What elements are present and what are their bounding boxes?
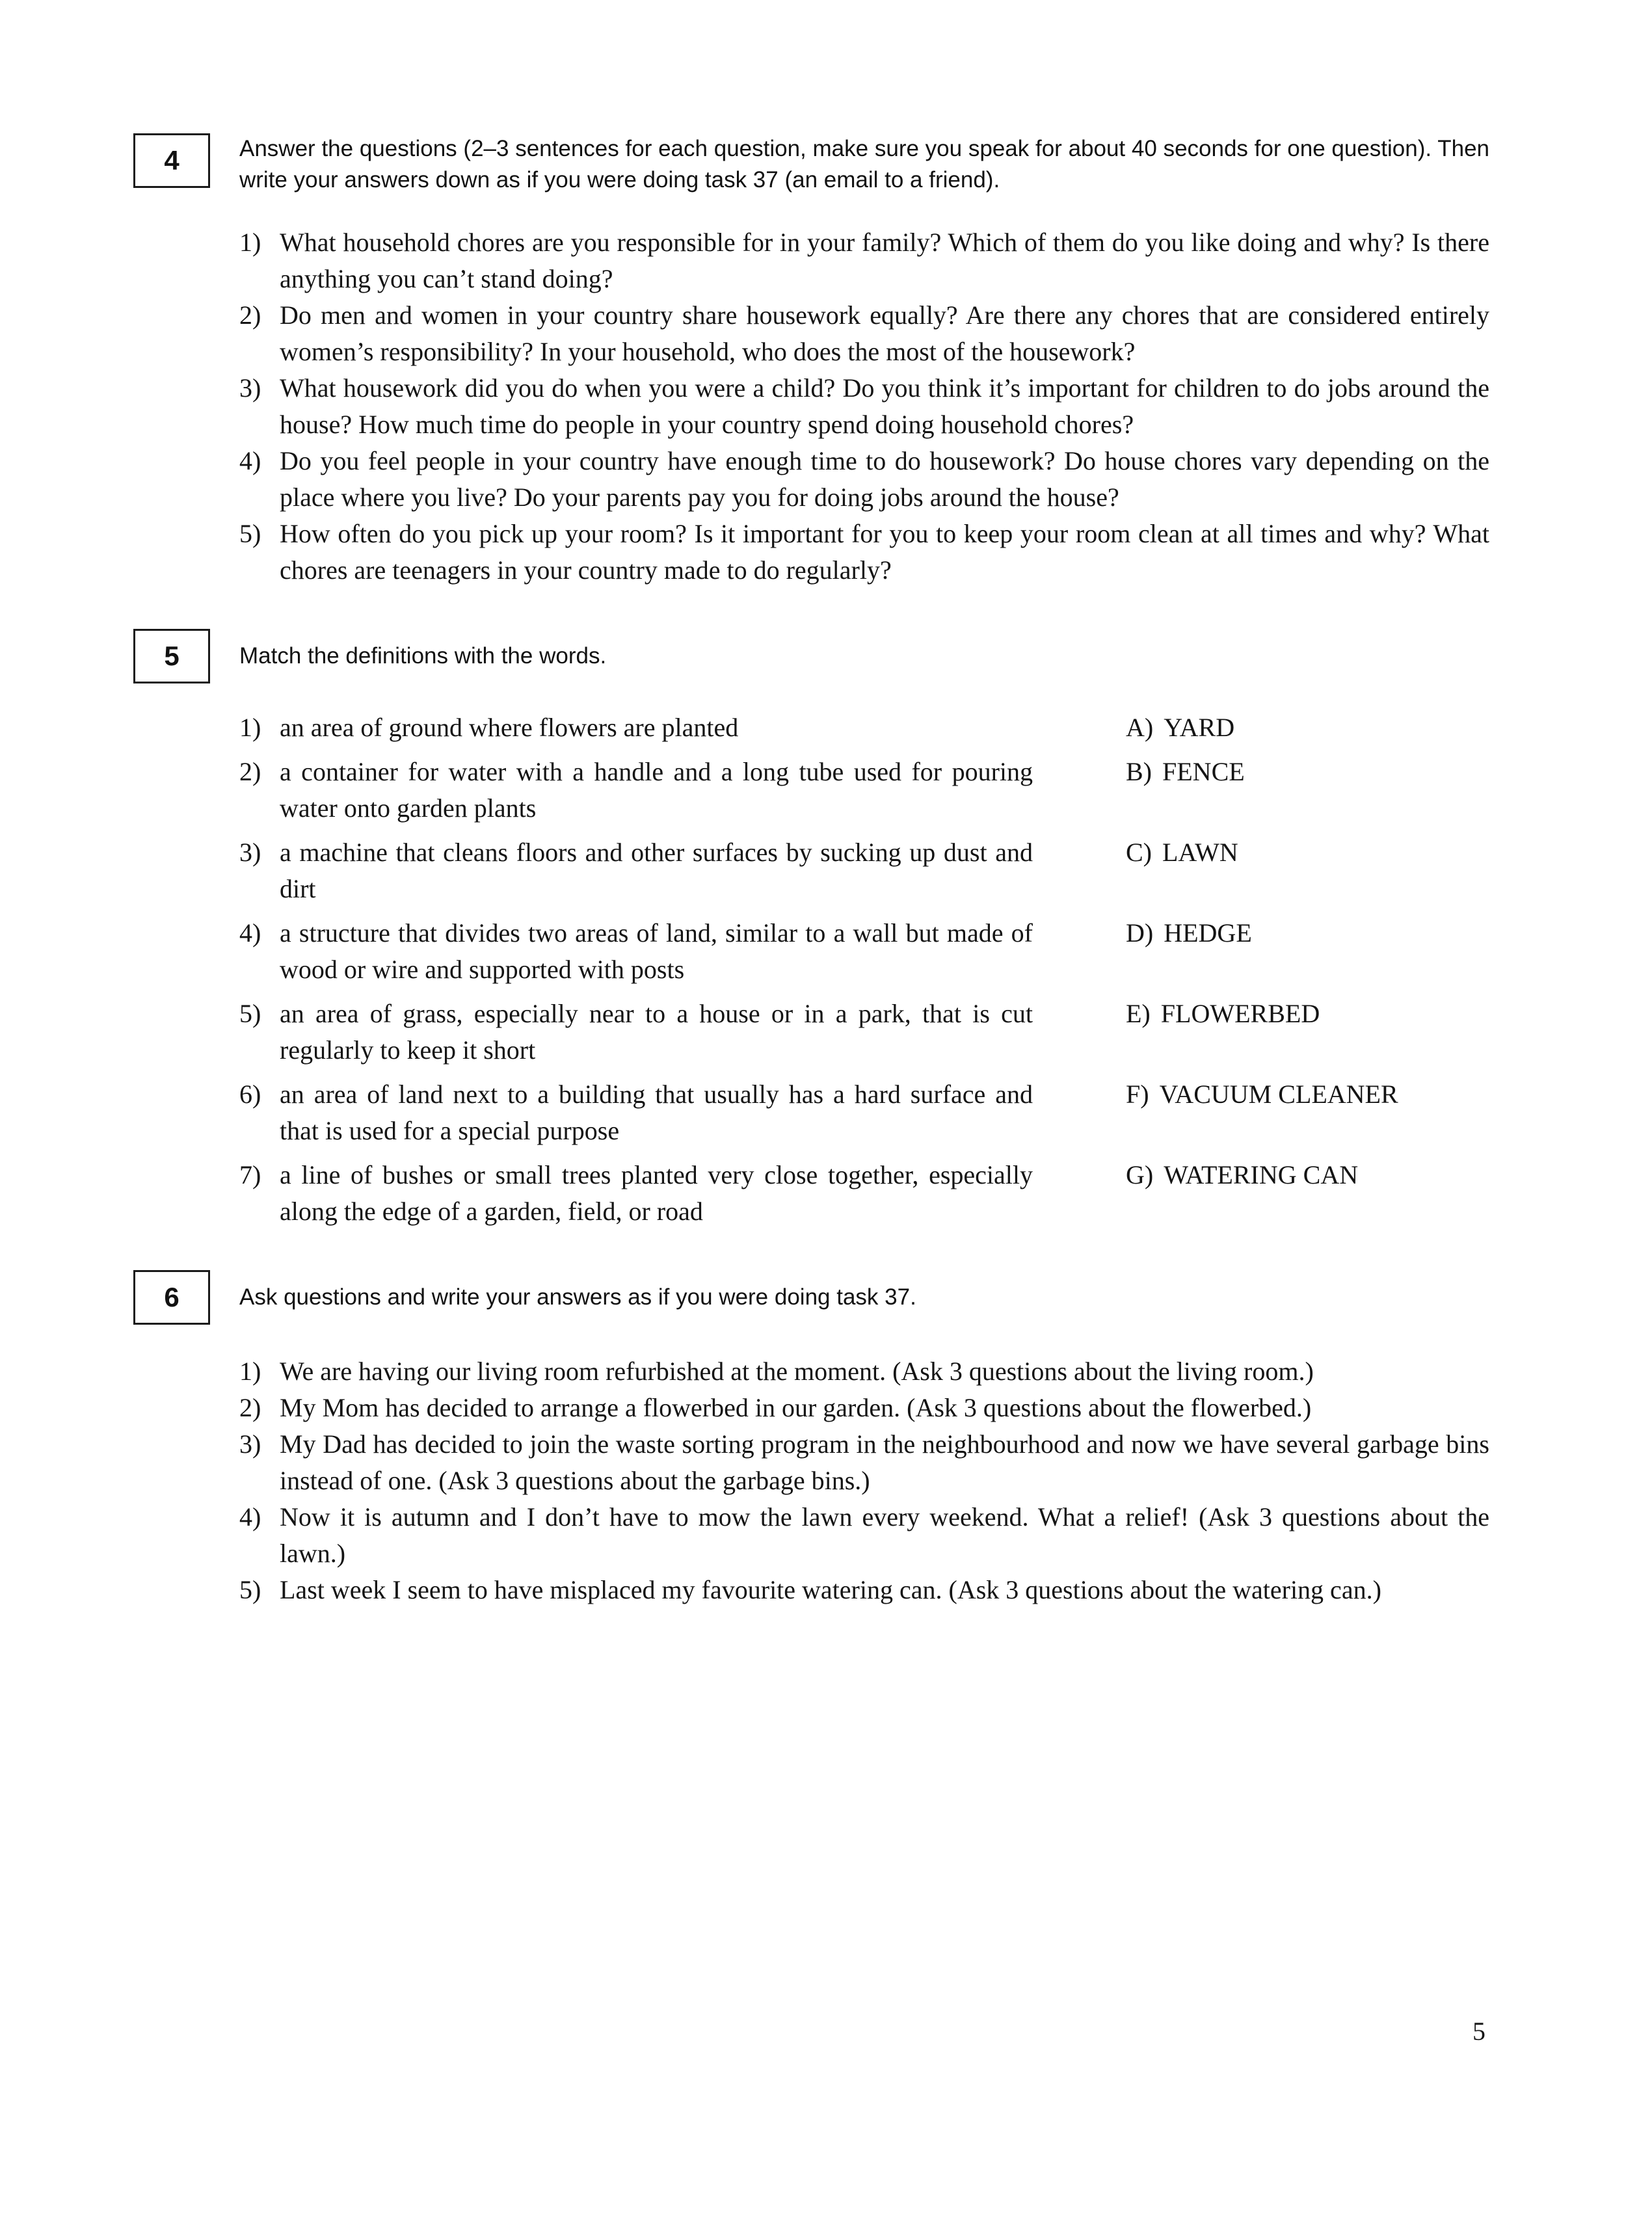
definition bbox=[239, 1076, 1033, 1149]
task-6-number: 6 bbox=[164, 1282, 180, 1312]
match-pair bbox=[239, 1076, 1489, 1149]
item-text: We are having our living room refurbished at the moment. (Ask 3 questions about the living room.) bbox=[280, 1357, 1314, 1386]
prompt-item bbox=[239, 1499, 1489, 1572]
item-number: 3) bbox=[239, 1429, 261, 1459]
definition-text: an area of grass, especially near to a house or in a park, that is cut regularly to keep it short bbox=[280, 999, 1033, 1065]
task-4-number-box bbox=[133, 133, 210, 188]
word-option bbox=[1126, 915, 1252, 951]
item-number: 7) bbox=[239, 1160, 261, 1189]
definition bbox=[239, 834, 1033, 907]
definition-text: an area of land next to a building that usually has a hard surface and that is used for a special purpose bbox=[280, 1080, 1033, 1145]
task-6-instruction: Ask questions and write your answers as if you were doing task 37. bbox=[239, 1284, 916, 1310]
match-pair bbox=[239, 996, 1489, 1068]
question-item bbox=[239, 516, 1489, 589]
option-letter: D) bbox=[1126, 918, 1154, 948]
item-text: What housework did you do when you were a child? Do you think it’s important for children to do jobs around the house? How much time do people in your country spend doing household chores? bbox=[280, 373, 1489, 439]
task-5-instruction: Match the definitions with the words. bbox=[239, 643, 607, 669]
option-letter: B) bbox=[1126, 757, 1152, 786]
option-word: WATERING CAN bbox=[1164, 1160, 1359, 1189]
question-item bbox=[239, 443, 1489, 516]
option-word: LAWN bbox=[1162, 838, 1238, 867]
task-4-questions bbox=[239, 224, 1489, 589]
definition bbox=[239, 710, 1033, 746]
task-5-header bbox=[133, 629, 1489, 683]
item-number: 1) bbox=[239, 1357, 261, 1386]
match-pair bbox=[239, 915, 1489, 988]
item-number: 4) bbox=[239, 918, 261, 948]
option-letter: A) bbox=[1126, 713, 1154, 742]
question-item bbox=[239, 370, 1489, 443]
prompt-item bbox=[239, 1572, 1489, 1608]
question-item bbox=[239, 224, 1489, 297]
option-letter: G) bbox=[1126, 1160, 1154, 1189]
task-6-number-box bbox=[133, 1270, 210, 1325]
word-option bbox=[1126, 754, 1245, 790]
definition-text: a line of bushes or small trees planted very close together, especially along the edge of a garden, field, or road bbox=[280, 1160, 1033, 1226]
prompt-item bbox=[239, 1353, 1489, 1390]
item-text: My Dad has decided to join the waste sorting program in the neighbourhood and now we have several garbage bins instead of one. (Ask 3 questions about the garbage bins.) bbox=[280, 1429, 1489, 1495]
item-number: 1) bbox=[239, 228, 261, 257]
match-pair bbox=[239, 1157, 1489, 1230]
option-letter: E) bbox=[1126, 999, 1151, 1028]
prompt-item bbox=[239, 1390, 1489, 1426]
word-option bbox=[1126, 996, 1320, 1032]
item-text: Do you feel people in your country have enough time to do housework? Do house chores vary depending on the place where you live? Do your parents pay you for doing jobs around the house? bbox=[280, 446, 1489, 512]
item-number: 2) bbox=[239, 300, 261, 330]
item-number: 4) bbox=[239, 446, 261, 475]
task-6-header bbox=[133, 1270, 1489, 1325]
definition bbox=[239, 754, 1033, 827]
task-5-number-box bbox=[133, 629, 210, 683]
item-text: Now it is autumn and I don’t have to mow the lawn every weekend. What a relief! (Ask 3 questions about the lawn.) bbox=[280, 1502, 1489, 1568]
match-pair bbox=[239, 754, 1489, 827]
item-number: 2) bbox=[239, 757, 261, 786]
word-option bbox=[1126, 1076, 1398, 1113]
item-text: What household chores are you responsible for in your family? Which of them do you like doing and why? Is there anything you can’t stand doing? bbox=[280, 228, 1489, 293]
prompt-item bbox=[239, 1426, 1489, 1499]
option-letter: C) bbox=[1126, 838, 1152, 867]
word-option bbox=[1126, 834, 1238, 871]
definition bbox=[239, 915, 1033, 988]
option-word: YARD bbox=[1164, 713, 1235, 742]
task-4-section bbox=[133, 133, 1489, 589]
definition bbox=[239, 996, 1033, 1068]
item-number: 5) bbox=[239, 999, 261, 1028]
task-6-section bbox=[133, 1270, 1489, 1608]
question-item bbox=[239, 297, 1489, 370]
item-text: My Mom has decided to arrange a flowerbed in our garden. (Ask 3 questions about the flowerbed.) bbox=[280, 1393, 1312, 1422]
item-text: How often do you pick up your room? Is it important for you to keep your room clean at all times and why? What chores are teenagers in your country made to do regularly? bbox=[280, 519, 1489, 585]
task-5-number: 5 bbox=[164, 641, 180, 671]
item-number: 4) bbox=[239, 1502, 261, 1532]
task-5-matching-list bbox=[239, 710, 1489, 1230]
option-word: VACUUM CLEANER bbox=[1159, 1080, 1398, 1109]
task-4-header bbox=[133, 133, 1489, 196]
word-option bbox=[1126, 710, 1234, 746]
item-text: Last week I seem to have misplaced my favourite watering can. (Ask 3 questions about the watering can.) bbox=[280, 1575, 1381, 1604]
task-4-instruction: Answer the questions (2–3 sentences for each question, make sure you speak for about 40 seconds for one question). Then write your answers down as if you were doing task 37 (an email to a friend). bbox=[239, 136, 1489, 192]
match-pair bbox=[239, 710, 1489, 746]
item-number: 2) bbox=[239, 1393, 261, 1422]
word-option bbox=[1126, 1157, 1358, 1193]
option-word: FLOWERBED bbox=[1160, 999, 1320, 1028]
item-number: 1) bbox=[239, 713, 261, 742]
definition-text: a container for water with a handle and a long tube used for pouring water onto garden plants bbox=[280, 757, 1033, 823]
item-number: 3) bbox=[239, 373, 261, 403]
option-letter: F) bbox=[1126, 1080, 1149, 1109]
match-pair bbox=[239, 834, 1489, 907]
item-number: 5) bbox=[239, 1575, 261, 1604]
definition bbox=[239, 1157, 1033, 1230]
task-6-prompts bbox=[239, 1353, 1489, 1608]
definition-text: an area of ground where flowers are planted bbox=[280, 713, 739, 742]
task-4-number: 4 bbox=[164, 145, 180, 176]
item-number: 6) bbox=[239, 1080, 261, 1109]
option-word: HEDGE bbox=[1164, 918, 1252, 948]
item-text: Do men and women in your country share housework equally? Are there any chores that are considered entirely women’s responsibility? In your household, who does the most of the housework? bbox=[280, 300, 1489, 366]
definition-text: a machine that cleans floors and other surfaces by sucking up dust and dirt bbox=[280, 838, 1033, 903]
item-number: 5) bbox=[239, 519, 261, 548]
option-word: FENCE bbox=[1162, 757, 1245, 786]
item-number: 3) bbox=[239, 838, 261, 867]
task-5-section bbox=[133, 629, 1489, 1230]
page-number: 5 bbox=[1472, 2017, 1485, 2046]
definition-text: a structure that divides two areas of land, similar to a wall but made of wood or wire and supported with posts bbox=[280, 918, 1033, 984]
